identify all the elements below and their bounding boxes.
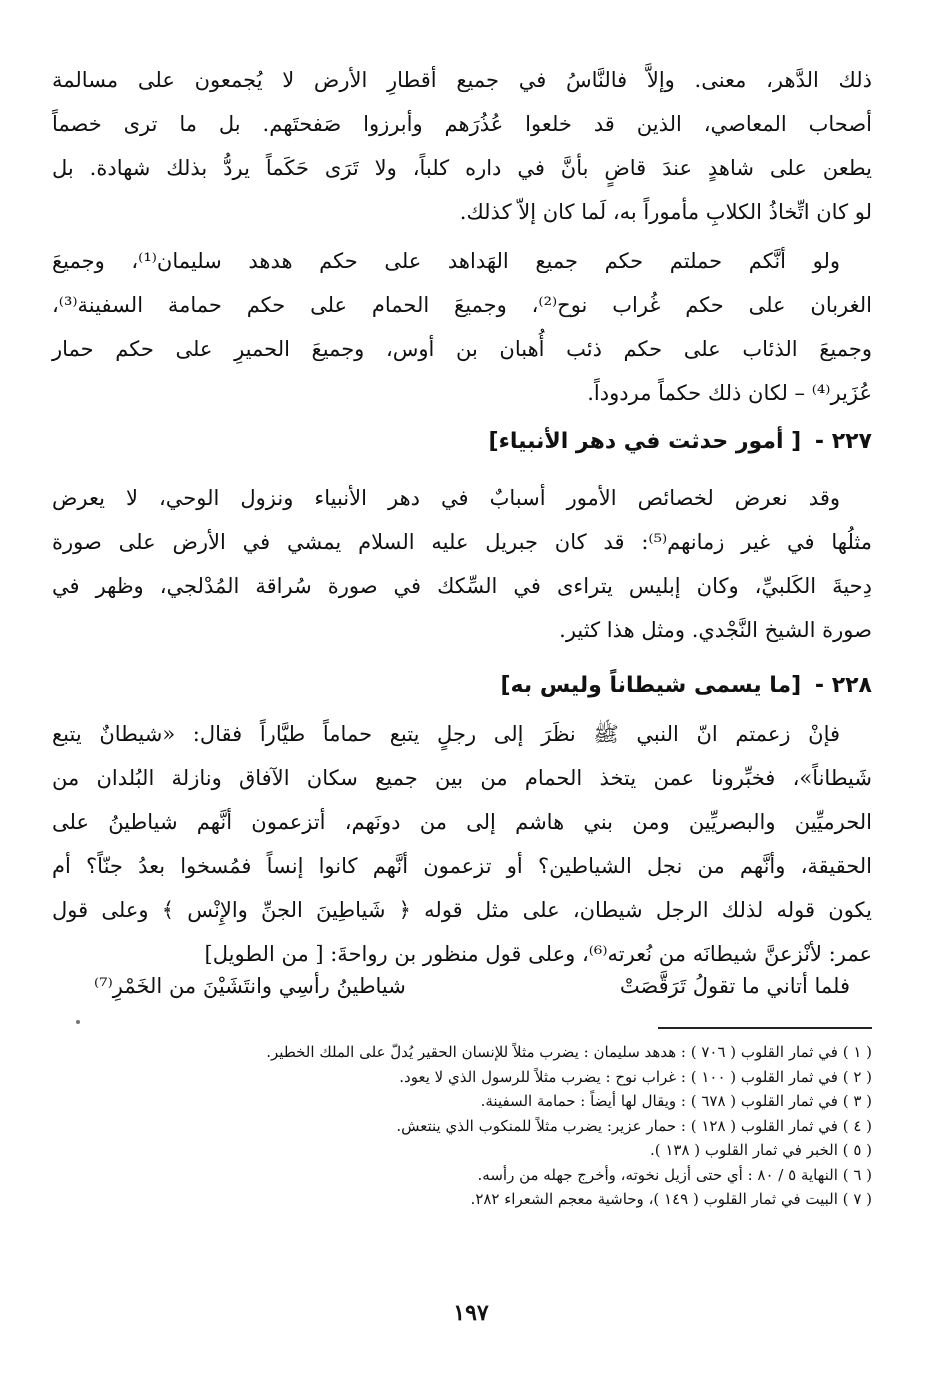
paragraph-2: [52, 239, 872, 415]
text-line: عمر: لأنْزعنَّ شيطانَه من نُعرته⁽⁶⁾، وعلى قول منظور بن رواحةَ: [ من الطويل]: [204, 942, 872, 966]
text-line: دِحيةَ الكَلبيِّ، وكان إبليس يتراءى في السِّكك في صورة سُراقة المُدْلجي، وظهر في: [52, 574, 872, 598]
page-number: ١٩٧: [453, 1300, 489, 1326]
text-line: الحرميِّين والبصريِّين ومن بني هاشم إلى من دونَهم، أتزعمون أنَّهم شياطينُ على: [52, 810, 872, 834]
text-line: شَيطاناً»، فخبِّرونا عمن يتخذ الحمام من بين جميع سكان الآفاق ونازلة البُلدان من: [52, 766, 872, 790]
text-line: عُزَير⁽⁴⁾ – لكان ذلك حكماً مردوداً.: [587, 381, 872, 405]
page-speck: [76, 1020, 80, 1024]
text-line: وجميعَ الذئاب على حكم ذئب أُهبان بن أوس، وجميعَ الحميرِ على حكم حمار: [52, 337, 872, 361]
paragraph-3: [52, 476, 872, 652]
section-title: [ أمور حدثت في دهر الأنبياء]: [488, 429, 802, 454]
section-heading-228: [52, 666, 872, 706]
footnote: ( ٣ ) في ثمار القلوب ( ٦٧٨ ) : ويقال لها أيضاً : حمامة السفينة.: [480, 1092, 872, 1110]
paragraph-4: [52, 712, 872, 976]
section-heading-227: [52, 422, 872, 462]
footnote: ( ٤ ) في ثمار القلوب ( ١٢٨ ) : حمار عزير: يضرب مثلاً للمنكوب الذي ينتعش.: [396, 1116, 872, 1135]
text-line: يكون قوله لذلك الرجل شيطان، على مثل قوله ﴿ شَياطِينَ الجنِّ والإِنْس ﴾ وعلى قول: [52, 898, 872, 922]
text-line: ولو أنَّكم حملتم حكم جميع الهَداهد على حكم هدهد سليمان⁽¹⁾، وجميعَ: [52, 249, 841, 273]
section-title: [ما يسمى شيطاناً وليس به]: [500, 673, 802, 698]
text-line: صورة الشيخ النَّجْدي. ومثل هذا كثير.: [559, 618, 872, 642]
footnote: ( ٥ ) الخبر في ثمار القلوب ( ١٣٨ ).: [649, 1141, 872, 1159]
text-line: يطعن على شاهدٍ عندَ قاضٍ بأنَّ في داره كلباً، ولا تَرَى حَكَماً يردُّ بذلك شهادة. بل: [52, 156, 872, 180]
footnote: ( ٦ ) النهاية ٥ / ٨٠ : أي حتى أزيل نخوته، وأخرج جهله من رأسه.: [477, 1165, 872, 1184]
section-number: ٢٢٧ -: [814, 429, 872, 454]
poetry-verse: [72, 964, 872, 1008]
text-line: أصحاب المعاصي، الذين قد خلعوا عُذُرَهم وأبرزوا صَفحتَهم. بل ما ترى خصماً: [52, 112, 872, 136]
text-line: لو كان اتِّخاذُ الكلابِ مأموراً به، لَما كان إلاّ كذلك.: [459, 200, 872, 224]
footnote-separator: [658, 1027, 872, 1029]
text-line: ذلك الدَّهر، معنى. وإلاَّ فالنَّاسُ في جميع أقطارِ الأرض لا يُجمعون على مسالمة: [52, 68, 872, 92]
footnote: ( ٢ ) في ثمار القلوب ( ١٠٠ ) : غراب نوح : يضرب مثلاً للرسول الذي لا يعود.: [399, 1067, 872, 1086]
text-line: الغربان على حكم غُراب نوح⁽²⁾، وجميعَ الحمام على حكم حمامة السفينة⁽³⁾،: [52, 293, 873, 317]
footnotes: [72, 1040, 872, 1212]
paragraph-1: [52, 58, 872, 234]
text-line: الحقيقة، وأنَّهم من نجل الشياطين؟ أو تزعمون أنَّهم كانوا إنساً فمُسخوا بعدُ جنّاً؟ أم: [52, 854, 872, 878]
text-line: وقد نعرض لخصائص الأمور أسبابٌ في دهر الأنبياء ونزول الوحي، لا يعرض: [52, 486, 840, 510]
text-line: مثلُها في غير زمانهم⁽⁵⁾: قد كان جبريل عليه السلام يمشي في الأرض على صورة: [52, 530, 872, 554]
section-number: ٢٢٨ -: [814, 673, 872, 698]
verse-second-hemistich: شياطينُ رأسِي وانتَشَيْنَ من الخَمْرِ⁽⁷⁾: [94, 974, 406, 998]
verse-first-hemistich: فلما أتاني ما تقولُ تَرَقَّصَتْ: [619, 974, 850, 998]
footnote: ( ١ ) في ثمار القلوب ( ٧٠٦ ) : هدهد سليمان : يضرب مثلاً للإنسان الحقير يُدلّ على الملك الخطير.: [266, 1043, 872, 1061]
text-line: فإنْ زعمتم انّ النبي ﷺ نظَرَ إلى رجلٍ يتبع حماماً طيَّاراً فقال: «شيطانٌ يتبع: [52, 722, 840, 746]
footnote: ( ٧ ) البيت في ثمار القلوب ( ١٤٩ )، وحاشية معجم الشعراء ٢٨٢.: [470, 1190, 872, 1208]
